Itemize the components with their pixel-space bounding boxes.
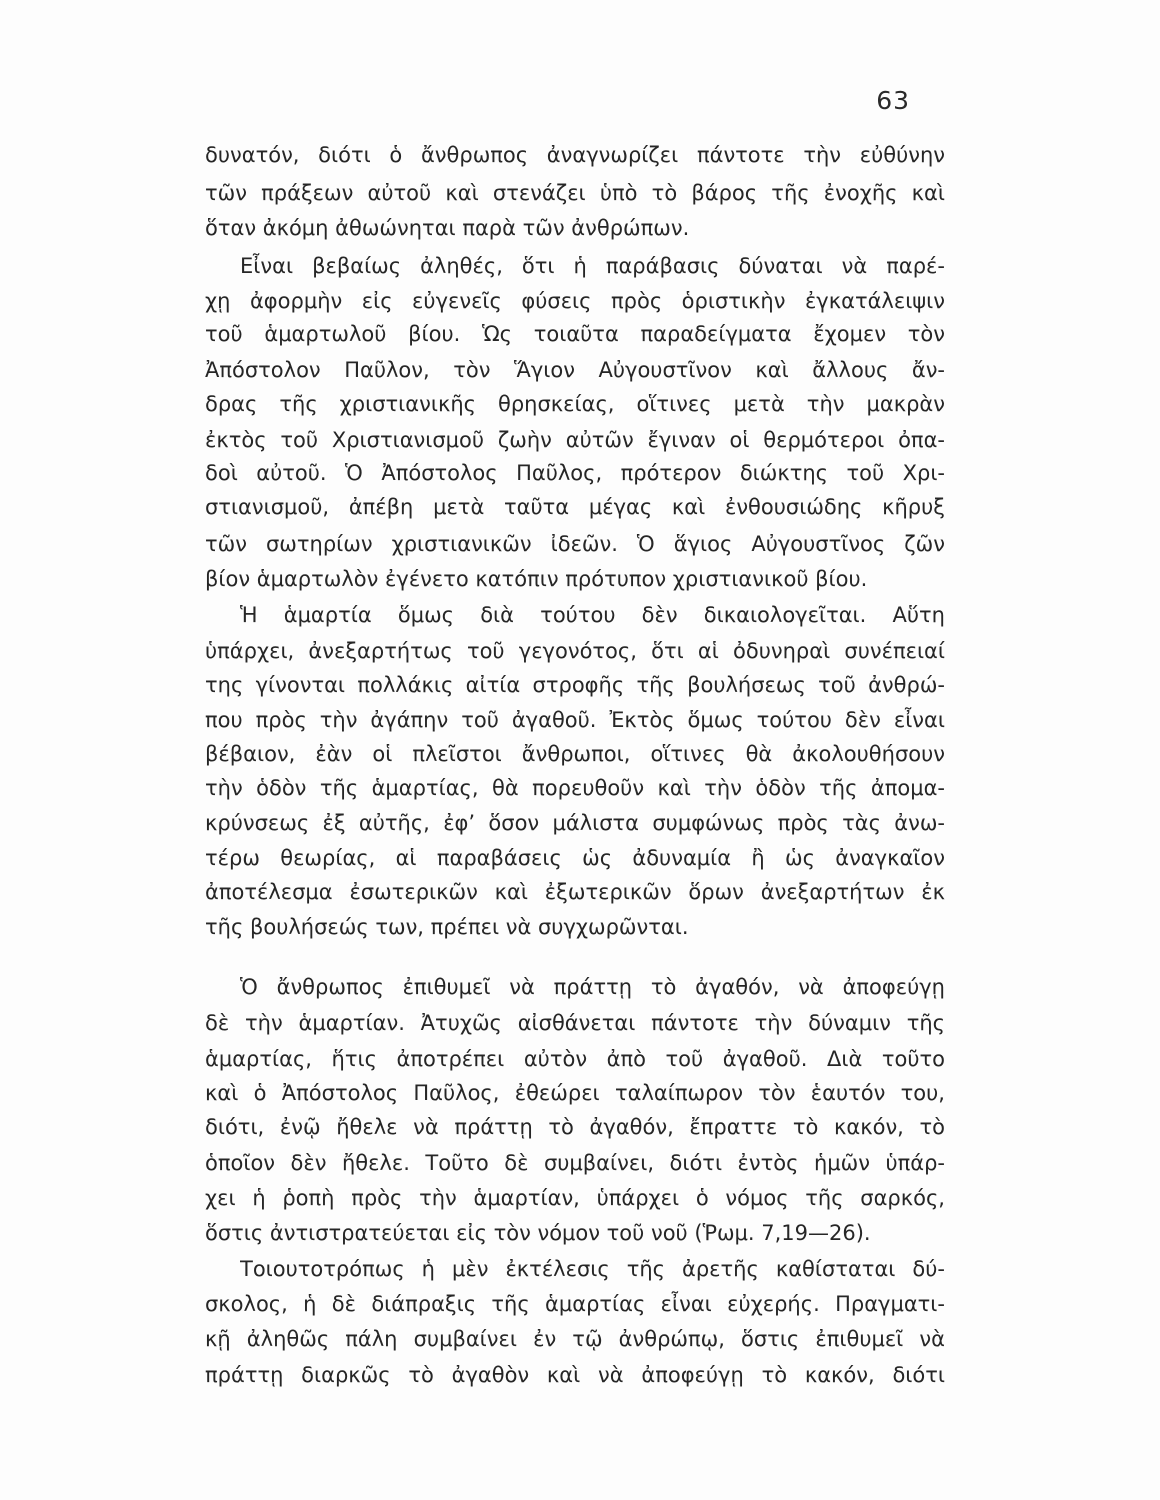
text-line: χει ἡ ῥοπὴ πρὸς τὴν ἁμαρτίαν, ὑπάρχει ὁ νόμος τῆς σαρκός, — [205, 1186, 945, 1210]
text-line: βίον ἁμαρτωλὸν ἐγένετο κατόπιν πρότυπον χριστιανικοῦ βίου. — [205, 567, 868, 591]
text-line: τῶν σωτηρίων χριστιανικῶν ἰδεῶν. Ὁ ἅγιος Αὐγουστῖνος ζῶν — [205, 532, 945, 556]
text-line: Εἶναι βεβαίως ἀληθές, ὅτι ἡ παράβασις δύναται νὰ παρέ- — [240, 254, 945, 278]
text-line: ὅστις ἀντιστρατεύεται εἰς τὸν νόμον τοῦ νοῦ (Ῥωμ. 7,19—26). — [205, 1221, 871, 1245]
text-line: ὅταν ἀκόμη ἀθωώνηται παρὰ τῶν ἀνθρώπων. — [205, 216, 690, 240]
text-line: ἐκτὸς τοῦ Χριστιανισμοῦ ζωὴν αὐτῶν ἔγιναν οἱ θερμότεροι ὀπα- — [205, 428, 945, 452]
text-line: διότι, ἐνῷ ἤθελε νὰ πράττῃ τὸ ἀγαθόν, ἔπραττε τὸ κακόν, τὸ — [205, 1115, 945, 1139]
text-line: βέβαιον, ἐὰν οἱ πλεῖστοι ἄνθρωποι, οἵτινες θὰ ἀκολουθήσουν — [205, 742, 945, 766]
text-line: της γίνονται πολλάκις αἰτία στροφῆς τῆς βουλήσεως τοῦ ἀνθρώ- — [205, 673, 945, 697]
text-line: ἁμαρτίας, ἥτις ἀποτρέπει αὐτὸν ἀπὸ τοῦ ἀγαθοῦ. Διὰ τοῦτο — [205, 1047, 945, 1071]
text-line: δὲ τὴν ἁμαρτίαν. Ἀτυχῶς αἰσθάνεται πάντοτε τὴν δύναμιν τῆς — [205, 1011, 945, 1035]
text-line: τὴν ὁδὸν τῆς ἁμαρτίας, θὰ πορευθοῦν καὶ τὴν ὁδὸν τῆς ἀπομα- — [205, 776, 945, 800]
text-line: σκολος, ἡ δὲ διάπραξις τῆς ἁμαρτίας εἶναι εὐχερής. Πραγματι- — [205, 1292, 945, 1316]
text-line: ὁποῖον δὲν ἤθελε. Τοῦτο δὲ συμβαίνει, διότι ἐντὸς ἡμῶν ὑπάρ- — [205, 1151, 945, 1175]
text-line: δρας τῆς χριστιανικῆς θρησκείας, οἵτινες μετὰ τὴν μακρὰν — [205, 392, 945, 416]
text-line: καὶ ὁ Ἀπόστολος Παῦλος, ἐθεώρει ταλαίπωρον τὸν ἑαυτόν του, — [205, 1081, 945, 1105]
text-line: πράττῃ διαρκῶς τὸ ἀγαθὸν καὶ νὰ ἀποφεύγῃ τὸ κακόν, διότι — [205, 1363, 945, 1387]
page-number: 63 — [876, 86, 910, 115]
text-line: Ἀπόστολον Παῦλον, τὸν Ἅγιον Αὐγουστῖνον καὶ ἄλλους ἄν- — [205, 358, 945, 382]
text-line: τοῦ ἁμαρτωλοῦ βίου. Ὡς τοιαῦτα παραδείγματα ἔχομεν τὸν — [205, 322, 945, 346]
text-line: ἀποτέλεσμα ἐσωτερικῶν καὶ ἐξωτερικῶν ὅρων ἀνεξαρτήτων ἐκ — [205, 880, 945, 904]
text-line: τέρω θεωρίας, αἱ παραβάσεις ὡς ἀδυναμία ἢ ὡς ἀναγκαῖον — [205, 846, 945, 870]
text-line: Ὁ ἄνθρωπος ἐπιθυμεῖ νὰ πράττῃ τὸ ἀγαθόν, νὰ ἀποφεύγῃ — [240, 975, 945, 999]
text-line: Ἡ ἁμαρτία ὅμως διὰ τούτου δὲν δικαιολογεῖται. Αὕτη — [240, 603, 945, 627]
text-line: Τοιουτοτρόπως ἡ μὲν ἐκτέλεσις τῆς ἀρετῆς καθίσταται δύ- — [240, 1257, 945, 1281]
text-line: κρύνσεως ἐξ αὐτῆς, ἐφ’ ὅσον μάλιστα συμφώνως πρὸς τὰς ἀνω- — [205, 811, 945, 835]
text-line: στιανισμοῦ, ἀπέβη μετὰ ταῦτα μέγας καὶ ἐνθουσιώδης κῆρυξ — [205, 495, 945, 519]
text-line: κῇ ἀληθῶς πάλη συμβαίνει ἐν τῷ ἀνθρώπῳ, ὅστις ἐπιθυμεῖ νὰ — [205, 1327, 945, 1351]
text-line: τῆς βουλήσεώς των, πρέπει νὰ συγχωρῶνται. — [205, 915, 689, 939]
text-line: ὑπάρχει, ἀνεξαρτήτως τοῦ γεγονότος, ὅτι αἱ ὀδυνηραὶ συνέπειαί — [205, 639, 945, 663]
text-line: χῃ ἀφορμὴν εἰς εὐγενεῖς φύσεις πρὸς ὁριστικὴν ἐγκατάλειψιν — [205, 289, 945, 313]
text-line: δοὶ αὐτοῦ. Ὁ Ἀπόστολος Παῦλος, πρότερον διώκτης τοῦ Χρι- — [205, 461, 945, 485]
text-line: τῶν πράξεων αὐτοῦ καὶ στενάζει ὑπὸ τὸ βάρος τῆς ἐνοχῆς καὶ — [205, 181, 945, 205]
text-line: που πρὸς τὴν ἀγάπην τοῦ ἀγαθοῦ. Ἐκτὸς ὅμως τούτου δὲν εἶναι — [205, 708, 945, 732]
text-line: δυνατόν, διότι ὁ ἄνθρωπος ἀναγνωρίζει πάντοτε τὴν εὐθύνην — [205, 143, 945, 167]
